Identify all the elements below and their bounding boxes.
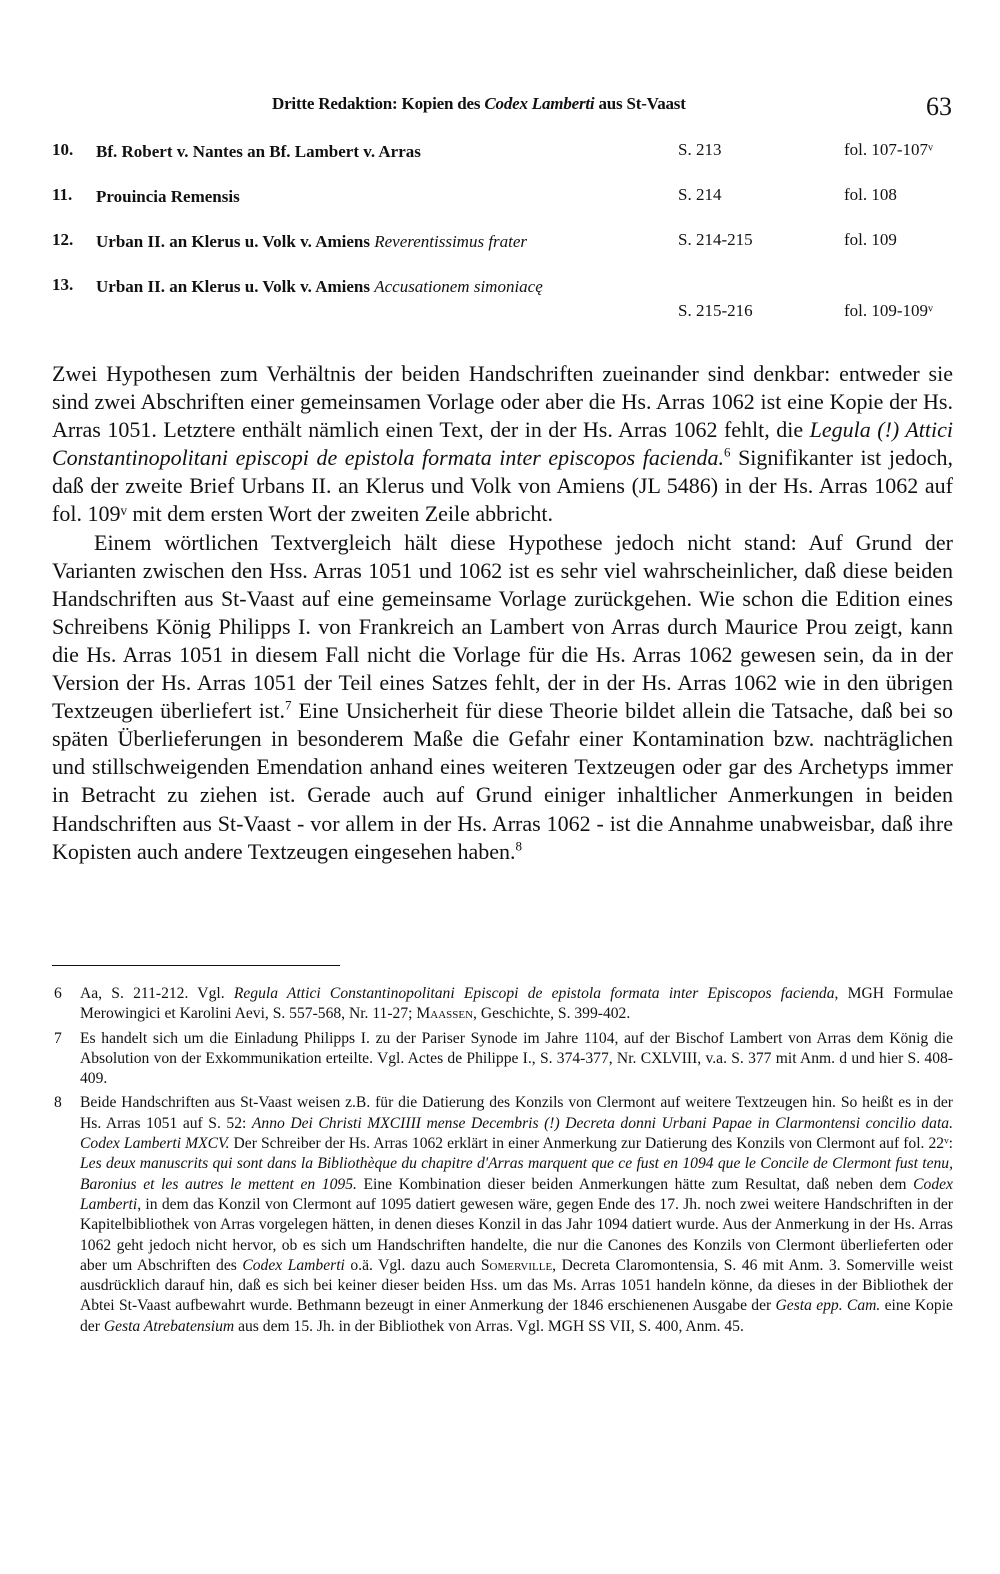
row-folio: fol. 109-109ᵛ [844,301,934,320]
row-folio: fol. 107-107ᵛ [844,140,934,159]
row-number: 13. [52,275,74,294]
page-header [272,92,952,124]
footnote-8: 8 Beide Handschriften aus St-Vaast weisen z.B. für die Datierung des Konzils von Clermont auf weitere Textzeugen hin. So heißt es in der Hs. Arras 1051 auf S. 52: Anno Dei Christi MXCIIII mense Decembris (!) Decreta donni Urbani Papae in Clarmontensi concilio data. Codex Lamberti MXCV. Der Schreiber der Hs. Arras 1062 erklärt in einer Anmerkung zur Datierung des Konzils von Clermont auf fol. 22ᵛ: Les deux manuscrits qui sont dans la Bibliothèque du chapitre d'Arras marquent que ce fust en 1094 que le Concile de Clermont fust tenu, Baronius et les autres le mettent en 1095. Eine Kombination dieser beiden Anmerkungen hätte zum Resultat, daß neben dem Codex Lamberti, in dem das Konzil von Clermont auf 1095 datiert gewesen wäre, gegen Ende des 17. Jh. noch zwei weitere Handschriften in der Kapitelbibliothek von Arras vorgelegen hätten, in denen dieses Konzil in das Jahr 1094 datiert wurde. Aus der Anmerkung in der Hs. Arras 1062 geht jedoch nicht hervor, ob es sich um Handschriften handelte, die nur die Canones des Konzils von Clermont überlieferten oder aber um Abschriften des Codex Lamberti o.ä. Vgl. dazu auch Somerville, Decreta Claromontensia, S. 46 mit Anm. 3. Somerville weist ausdrücklich darauf hin, daß es sich bei keiner dieser beiden Hss. um das Ms. Arras 1051 handeln könne, da dieses in der Bibliothek der Abtei St-Vaast aufbewahrt wurde. Bethmann bezeugt in einer Anmerkung der 1846 erschienenen Ausgabe der Gesta epp. Cam. eine Kopie der Gesta Atrebatensium aus dem 15. Jh. in der Bibliothek von Arras. Vgl. MGH SS VII, S. 400, Anm. 45. [54,1094,953,1335]
row-number: 11. [52,185,73,204]
row-folio: fol. 109 [844,230,897,249]
contents-row [52,275,952,323]
footnote-6: 6 Aa, S. 211-212. Vgl. Regula Attici Constantinopolitani Episcopi de epistola formata inter Episcopos facienda, MGH Formulae Merowingici et Karolini Aevi, S. 557-568, Nr. 11-27; Maassen, Geschichte, S. 399-402. [54,985,953,1023]
footnote-ref: 7 [285,697,292,713]
page-number: 63 [926,92,952,121]
row-number: 12. [52,230,74,249]
row-title: Bf. Robert v. Nantes an Bf. Lambert v. Arras [96,142,421,161]
running-head-italic: Codex Lamberti [484,94,595,113]
footnote-separator [52,965,340,966]
footnotes [52,984,953,1341]
running-head: Dritte Redaktion: Kopien des Codex Lamberti aus St-Vaast [272,94,686,113]
row-folio: fol. 108 [844,185,897,204]
row-title: Urban II. an Klerus u. Volk v. Amiens Reverentissimus frater [96,232,528,251]
row-page: S. 214 [678,185,722,204]
contents-row [52,185,952,209]
footnote-7: 7 Es handelt sich um die Einladung Philipps I. zu der Pariser Synode im Jahre 1104, auf der Bischof Lambert von Arras dem König die Absolution von der Exkommunikation erteilte. Vgl. Actes de Philippe I., S. 374-377, Nr. CXLVIII, v.a. S. 377 mit Anm. d und hier S. 408-409. [54,1029,953,1088]
row-title: Prouincia Remensis [96,187,240,206]
footnote-ref: 8 [515,838,523,854]
main-text [52,360,953,866]
contents-row [52,140,952,164]
paragraph: Zwei Hypothesen zum Verhältnis der beiden Handschriften zueinander sind denkbar: entweder sie sind zwei Abschriften einer gemeinsamen Vorlage oder aber die Hs. Arras 1062 ist eine Kopie der Hs. Arras 1051. Letztere enthält nämlich einen Text, der in der Hs. Arras 1062 fehlt, die Legula (!) Attici Constantinopolitani episcopi de epistola formata inter episcopos facienda.$^6$ Signifikanter ist jedoch, daß der zweite Brief Urbans II. an Klerus und Volk von Amiens (JL 5486) in der Hs. Arras 1062 auf fol. 109ᵛ mit dem ersten Wort der zweiten Zeile abbricht. [52,361,954,527]
row-page: S. 214-215 [678,230,753,249]
row-title: Urban II. an Klerus u. Volk v. Amiens Accusationem simoniacę [96,277,543,296]
manuscript-contents-list [52,140,952,320]
row-number: 10. [52,140,74,159]
row-page: S. 215-216 [678,301,753,320]
paragraph: Einem wörtlichen Textvergleich hält diese Hypothese jedoch nicht stand: Auf Grund der Varianten zwischen den Hss. Arras 1051 und 1062 ist es sehr viel wahrscheinlicher, daß diese beiden Handschriften aus St-Vaast auf eine gemeinsame Vorlage zurückgehen. Wie schon die Edition eines Schreibens König Philipps I. von Frankreich an Lambert von Arras durch Maurice Prou zeigt, kann die Hs. Arras 1051 in diesem Fall nicht die Vorlage für die Hs. Arras 1062 gewesen sein, da in der Version der Hs. Arras 1051 der Teil eines Satzes fehlt, der in der Hs. Arras 1062 wie in den übrigen Textzeugen überliefert ist.$^7$ Eine Unsicherheit für diese Theorie bildet allein die Tatsache, daß bei so späten Überlieferungen in besonderem Maße die Gefahr einer Kontamination bzw. nachträglichen und stillschweigenden Emendation anhand eines weiteren Textzeugen oder gar des Archetyps immer in Betracht zu ziehen ist. Gerade auch auf Grund einiger inhaltlicher Anmerkungen in beiden Handschriften aus St-Vaast - vor allem in der Hs. Arras 1062 - ist die Annahme unabweisbar, daß ihre Kopisten auch andere Textzeugen eingesehen haben.$^8$ [52,529,954,864]
contents-row [52,230,952,254]
footnote-ref: 6 [724,444,731,460]
row-page: S. 213 [678,140,722,159]
